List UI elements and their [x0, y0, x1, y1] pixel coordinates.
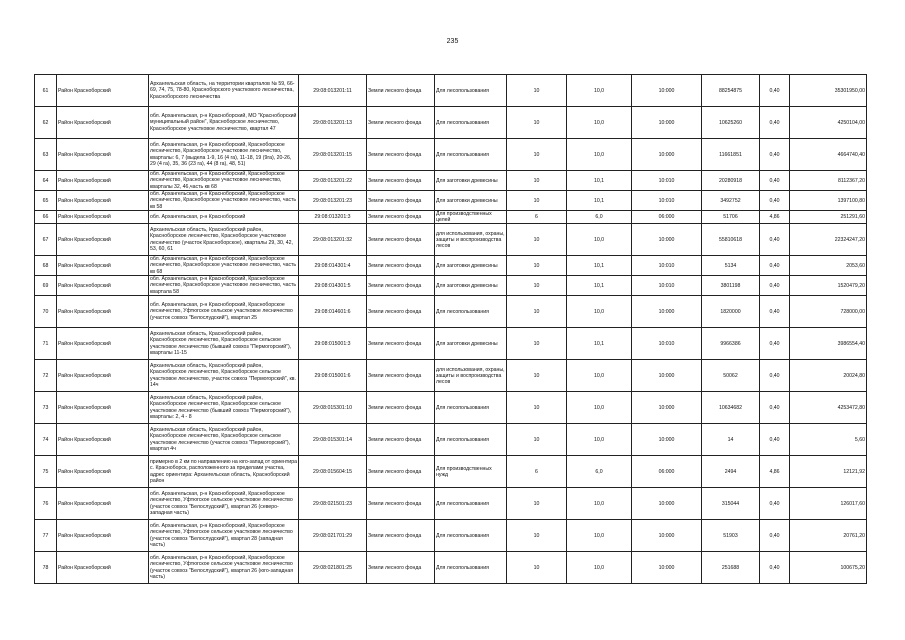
cadastral-number-cell: 29:08:013201:22: [299, 171, 367, 191]
table-row: [35, 75, 867, 107]
district-cell: Район Красноборский: [57, 224, 149, 256]
address-cell: Архангельская область, Красноборский район, Красноборское лесничество, Красноборское участковое лесничество (участок Красноборское), кварталы 29, 30, 42, 53, 60, 61: [149, 224, 299, 256]
code-group-cell: 10: [507, 424, 567, 456]
cadastral-value-cell: 2053,60: [790, 256, 867, 276]
permitted-use-cell: Для лесопользования: [435, 75, 507, 107]
coefficient-cell: 0,40: [760, 171, 790, 191]
coefficient-cell: 0,40: [760, 107, 790, 139]
row-number: 73: [35, 392, 57, 424]
land-category-cell: Земли лесного фонда: [367, 224, 435, 256]
coefficient-cell: 0,40: [760, 296, 790, 328]
area-cell: 10634682: [702, 392, 760, 424]
permitted-use-cell: Для лесопользования: [435, 520, 507, 552]
area-cell: 3801198: [702, 276, 760, 296]
area-cell: 51903: [702, 520, 760, 552]
district-cell: Район Красноборский: [57, 552, 149, 584]
code-group-cell: 10: [507, 107, 567, 139]
code-subgroup-cell: 10,0: [567, 488, 632, 520]
coefficient-cell: 0,40: [760, 328, 790, 360]
coefficient-cell: 0,40: [760, 191, 790, 211]
address-cell: Архангельская область, на территории кварталов № 59, 66-69, 74, 75, 78-80, Красноборского участкового лесничества, Красноборского лесничества: [149, 75, 299, 107]
code-subgroup-cell: 10,1: [567, 191, 632, 211]
code-cell: 10:000: [632, 360, 702, 392]
permitted-use-cell: для использования, охраны, защиты и воспроизводства лесов: [435, 360, 507, 392]
row-number: 77: [35, 520, 57, 552]
cadastral-value-cell: 126017,60: [790, 488, 867, 520]
code-cell: 06:000: [632, 456, 702, 488]
code-subgroup-cell: 10,0: [567, 139, 632, 171]
cadastral-value-cell: 1520479,20: [790, 276, 867, 296]
permitted-use-cell: Для заготовки древесины: [435, 191, 507, 211]
address-cell: обл. Архангельская, р-н Красноборский, Красноборское лесничество, Уфтюгское сельское участковое лесничество (участок совхоз "Белослудский"), квартал 28 (западная часть): [149, 520, 299, 552]
table-row: [35, 488, 867, 520]
cadastral-number-cell: 29:08:013201:13: [299, 107, 367, 139]
code-subgroup-cell: 6,0: [567, 211, 632, 224]
coefficient-cell: 0,40: [760, 75, 790, 107]
area-cell: 14: [702, 424, 760, 456]
row-number: 65: [35, 191, 57, 211]
cadastral-value-cell: 12121,92: [790, 456, 867, 488]
land-category-cell: Земли лесного фонда: [367, 256, 435, 276]
district-cell: Район Красноборский: [57, 75, 149, 107]
cadastral-number-cell: 29:08:013201:3: [299, 211, 367, 224]
district-cell: Район Красноборский: [57, 191, 149, 211]
row-number: 78: [35, 552, 57, 584]
land-category-cell: Земли лесного фонда: [367, 211, 435, 224]
district-cell: Район Красноборский: [57, 328, 149, 360]
cadastral-number-cell: 29:08:014301:5: [299, 276, 367, 296]
coefficient-cell: 0,40: [760, 424, 790, 456]
address-cell: обл. Архангельская, р-н Красноборский, Красноборское лесничество, Красноборское участковое лесничество, кварталы: 6, 7 (выдела 1-9, 16 (4 га), 11-18, 19 (9га), 20-26, 29 (4 га), 35, 36 (23 га), 44 (8 га), 48, 51): [149, 139, 299, 171]
code-cell: 10:000: [632, 224, 702, 256]
table-row: [35, 328, 867, 360]
permitted-use-cell: Для лесопользования: [435, 552, 507, 584]
code-cell: 10:000: [632, 75, 702, 107]
code-cell: 10:010: [632, 328, 702, 360]
row-number: 70: [35, 296, 57, 328]
table-row: [35, 139, 867, 171]
land-category-cell: Земли лесного фонда: [367, 488, 435, 520]
code-group-cell: 10: [507, 488, 567, 520]
code-cell: 10:010: [632, 171, 702, 191]
address-cell: Архангельская область, Красноборский район, Красноборское лесничество, Красноборское сельское участковое лесничество, участок совхоз "Пермогорский", кв. 14ч: [149, 360, 299, 392]
area-cell: 5134: [702, 256, 760, 276]
area-cell: 20280918: [702, 171, 760, 191]
district-cell: Район Красноборский: [57, 211, 149, 224]
table-row: [35, 171, 867, 191]
code-subgroup-cell: 10,0: [567, 424, 632, 456]
cadastral-number-cell: 29:08:015001:6: [299, 360, 367, 392]
land-category-cell: Земли лесного фонда: [367, 276, 435, 296]
permitted-use-cell: Для заготовки древесины: [435, 256, 507, 276]
coefficient-cell: 0,40: [760, 520, 790, 552]
code-cell: 10:000: [632, 296, 702, 328]
cadastral-value-cell: 3986554,40: [790, 328, 867, 360]
row-number: 72: [35, 360, 57, 392]
code-subgroup-cell: 6,0: [567, 456, 632, 488]
coefficient-cell: 0,40: [760, 360, 790, 392]
coefficient-cell: 0,40: [760, 552, 790, 584]
address-cell: Архангельская область, Красноборский район, Красноборское лесничество, Красноборское сельское участковое лесничество (бывший совхоз "Пермогорский"), кварталы 11-15: [149, 328, 299, 360]
permitted-use-cell: Для заготовки древесины: [435, 276, 507, 296]
code-group-cell: 10: [507, 191, 567, 211]
area-cell: 1820000: [702, 296, 760, 328]
cadastral-value-cell: 8112367,20: [790, 171, 867, 191]
code-subgroup-cell: 10,1: [567, 256, 632, 276]
cadastral-number-cell: 29:08:021701:29: [299, 520, 367, 552]
district-cell: Район Красноборский: [57, 296, 149, 328]
code-group-cell: 10: [507, 224, 567, 256]
code-subgroup-cell: 10,0: [567, 520, 632, 552]
land-category-cell: Земли лесного фонда: [367, 75, 435, 107]
code-group-cell: 6: [507, 211, 567, 224]
district-cell: Район Красноборский: [57, 107, 149, 139]
permitted-use-cell: Для производственных нужд: [435, 456, 507, 488]
cadastral-value-cell: 4664740,40: [790, 139, 867, 171]
table-row: [35, 211, 867, 224]
district-cell: Район Красноборский: [57, 456, 149, 488]
area-cell: 10625260: [702, 107, 760, 139]
address-cell: Архангельская область, Красноборский район, Красноборское лесничество, Красноборское сельское участковое лесничество (бывший совхоз "Пермогорский"), кварталы: 2, 4 - 8: [149, 392, 299, 424]
coefficient-cell: 0,40: [760, 224, 790, 256]
table-row: [35, 276, 867, 296]
row-number: 62: [35, 107, 57, 139]
district-cell: Район Красноборский: [57, 139, 149, 171]
permitted-use-cell: Для лесопользования: [435, 107, 507, 139]
row-number: 69: [35, 276, 57, 296]
area-cell: 315044: [702, 488, 760, 520]
land-category-cell: Земли лесного фонда: [367, 456, 435, 488]
cadastral-number-cell: 29:08:014601:6: [299, 296, 367, 328]
land-category-cell: Земли лесного фонда: [367, 552, 435, 584]
code-cell: 10:010: [632, 256, 702, 276]
cadastral-number-cell: 29:08:015604:15: [299, 456, 367, 488]
district-cell: Район Красноборский: [57, 360, 149, 392]
cadastral-value-cell: 5,60: [790, 424, 867, 456]
code-group-cell: 10: [507, 328, 567, 360]
area-cell: 9966386: [702, 328, 760, 360]
code-cell: 10:000: [632, 139, 702, 171]
cadastral-value-cell: 251291,60: [790, 211, 867, 224]
cadastral-number-cell: 29:08:015001:3: [299, 328, 367, 360]
cadastral-value-cell: 35301950,00: [790, 75, 867, 107]
coefficient-cell: 0,40: [760, 256, 790, 276]
district-cell: Район Красноборский: [57, 256, 149, 276]
row-number: 61: [35, 75, 57, 107]
cadastral-number-cell: 29:08:015301:14: [299, 424, 367, 456]
address-cell: обл. Архангельская, р-н Красноборский, Красноборское лесничество, Уфтюгское сельское участковое лесничество (участок совхоз "Белослудский"), квартал 26 (северо-западная часть): [149, 488, 299, 520]
permitted-use-cell: Для производственных целей: [435, 211, 507, 224]
code-cell: 10:000: [632, 520, 702, 552]
address-cell: обл. Архангельская, р-н Красноборский, Красноборское лесничество, Красноборское участковое лесничество, часть квартала 58: [149, 276, 299, 296]
code-cell: 06:000: [632, 211, 702, 224]
table-row: [35, 456, 867, 488]
area-cell: 3492752: [702, 191, 760, 211]
code-group-cell: 6: [507, 456, 567, 488]
cadastral-number-cell: 29:08:013201:11: [299, 75, 367, 107]
code-group-cell: 10: [507, 392, 567, 424]
cadastral-value-cell: 4250104,00: [790, 107, 867, 139]
address-cell: обл. Архангельская, р-н Красноборский: [149, 211, 299, 224]
code-cell: 10:010: [632, 191, 702, 211]
row-number: 63: [35, 139, 57, 171]
code-group-cell: 10: [507, 552, 567, 584]
row-number: 64: [35, 171, 57, 191]
coefficient-cell: 4,86: [760, 211, 790, 224]
code-cell: 10:000: [632, 424, 702, 456]
table-row: [35, 520, 867, 552]
code-cell: 10:000: [632, 552, 702, 584]
row-number: 74: [35, 424, 57, 456]
cadastral-number-cell: 29:08:014301:4: [299, 256, 367, 276]
permitted-use-cell: Для заготовки древесины: [435, 328, 507, 360]
permitted-use-cell: Для лесопользования: [435, 488, 507, 520]
table-row: [35, 256, 867, 276]
code-group-cell: 10: [507, 75, 567, 107]
land-category-cell: Земли лесного фонда: [367, 139, 435, 171]
code-subgroup-cell: 10,0: [567, 75, 632, 107]
permitted-use-cell: для использования, охраны, защиты и воспроизводства лесов: [435, 224, 507, 256]
code-subgroup-cell: 10,0: [567, 360, 632, 392]
table-body: [35, 75, 867, 584]
cadastral-value-cell: 1397100,80: [790, 191, 867, 211]
area-cell: 88254875: [702, 75, 760, 107]
cadastral-value-cell: 728000,00: [790, 296, 867, 328]
land-category-cell: Земли лесного фонда: [367, 360, 435, 392]
row-number: 67: [35, 224, 57, 256]
land-category-cell: Земли лесного фонда: [367, 191, 435, 211]
land-category-cell: Земли лесного фонда: [367, 392, 435, 424]
code-group-cell: 10: [507, 360, 567, 392]
permitted-use-cell: Для лесопользования: [435, 296, 507, 328]
address-cell: обл. Архангельская, р-н Красноборский, Красноборское лесничество, Красноборское участковое лесничество, кварталы 32, 46,часть кв 68: [149, 171, 299, 191]
address-cell: обл. Архангельская, р-н Красноборский, Красноборское лесничество, Красноборское участковое лесничество, часть кв 58: [149, 191, 299, 211]
land-category-cell: Земли лесного фонда: [367, 424, 435, 456]
area-cell: 2494: [702, 456, 760, 488]
code-group-cell: 10: [507, 296, 567, 328]
land-category-cell: Земли лесного фонда: [367, 296, 435, 328]
address-cell: обл. Архангельская, р-н Красноборский, Красноборское лесничество, Красноборское участковое лесничество, часть кв 68: [149, 256, 299, 276]
code-subgroup-cell: 10,1: [567, 276, 632, 296]
code-subgroup-cell: 10,0: [567, 296, 632, 328]
table-row: [35, 296, 867, 328]
area-cell: 251688: [702, 552, 760, 584]
code-subgroup-cell: 10,0: [567, 224, 632, 256]
code-subgroup-cell: 10,0: [567, 392, 632, 424]
cadastral-value-cell: 20761,20: [790, 520, 867, 552]
code-group-cell: 10: [507, 276, 567, 296]
table-row: [35, 360, 867, 392]
district-cell: Район Красноборский: [57, 488, 149, 520]
district-cell: Район Красноборский: [57, 424, 149, 456]
cadastral-value-cell: 20024,80: [790, 360, 867, 392]
table-row: [35, 224, 867, 256]
code-subgroup-cell: 10,0: [567, 552, 632, 584]
table-row: [35, 191, 867, 211]
table-row: [35, 392, 867, 424]
area-cell: 51706: [702, 211, 760, 224]
address-cell: обл. Архангельская, р-н Красноборский, Красноборское лесничество, Уфтюгское сельское участковое лесничество (участок совхоз "Белослудский"), квартал 25: [149, 296, 299, 328]
district-cell: Район Красноборский: [57, 392, 149, 424]
coefficient-cell: 0,40: [760, 392, 790, 424]
cadastral-value-cell: 22324247,20: [790, 224, 867, 256]
district-cell: Район Красноборский: [57, 276, 149, 296]
coefficient-cell: 0,40: [760, 276, 790, 296]
table-row: [35, 424, 867, 456]
code-group-cell: 10: [507, 139, 567, 171]
area-cell: 55810618: [702, 224, 760, 256]
permitted-use-cell: Для заготовки древесины: [435, 171, 507, 191]
coefficient-cell: 0,40: [760, 139, 790, 171]
land-category-cell: Земли лесного фонда: [367, 520, 435, 552]
address-cell: обл. Архангельская, р-н Красноборский, МО "Красноборский муниципальный район", Красноборское лесничество, Красноборское участковое лесничество, квартал 47: [149, 107, 299, 139]
code-subgroup-cell: 10,1: [567, 328, 632, 360]
cadastral-number-cell: 29:08:013201:23: [299, 191, 367, 211]
cadastral-number-cell: 29:08:015301:10: [299, 392, 367, 424]
page-number: 235: [446, 38, 459, 45]
cadastral-number-cell: 29:08:021801:25: [299, 552, 367, 584]
row-number: 76: [35, 488, 57, 520]
table-row: [35, 107, 867, 139]
table-row: [35, 552, 867, 584]
cadastral-number-cell: 29:08:021501:23: [299, 488, 367, 520]
permitted-use-cell: Для лесопользования: [435, 139, 507, 171]
row-number: 68: [35, 256, 57, 276]
code-group-cell: 10: [507, 171, 567, 191]
land-plots-table: [34, 74, 867, 584]
cadastral-value-cell: 4253472,80: [790, 392, 867, 424]
district-cell: Район Красноборский: [57, 171, 149, 191]
land-category-cell: Земли лесного фонда: [367, 171, 435, 191]
row-number: 66: [35, 211, 57, 224]
permitted-use-cell: Для лесопользования: [435, 392, 507, 424]
land-category-cell: Земли лесного фонда: [367, 328, 435, 360]
area-cell: 50062: [702, 360, 760, 392]
code-subgroup-cell: 10,1: [567, 171, 632, 191]
code-cell: 10:010: [632, 276, 702, 296]
code-subgroup-cell: 10,0: [567, 107, 632, 139]
address-cell: обл. Архангельская, р-н Красноборский, Красноборское лесничество, Уфтюгское сельское участковое лесничество (участок совхоз "Белослудский"), квартал 26 (юго-западная часть): [149, 552, 299, 584]
coefficient-cell: 0,40: [760, 488, 790, 520]
cadastral-number-cell: 29:08:013201:32: [299, 224, 367, 256]
area-cell: 11661851: [702, 139, 760, 171]
address-cell: примерно в 2 км по направлению на юго-запад от ориентира с. Красноборск, расположенного за пределами участка, адрес ориентира: Архангельская область, Красноборский район: [149, 456, 299, 488]
code-group-cell: 10: [507, 520, 567, 552]
land-category-cell: Земли лесного фонда: [367, 107, 435, 139]
code-cell: 10:000: [632, 488, 702, 520]
code-cell: 10:000: [632, 392, 702, 424]
row-number: 71: [35, 328, 57, 360]
district-cell: Район Красноборский: [57, 520, 149, 552]
code-group-cell: 10: [507, 256, 567, 276]
cadastral-value-cell: 100675,20: [790, 552, 867, 584]
address-cell: Архангельская область, Красноборский район, Красноборское лесничество, Красноборское сельское участковое лесничество (участок совхоз "Пермогорский"), квартал 4ч: [149, 424, 299, 456]
code-cell: 10:000: [632, 107, 702, 139]
cadastral-number-cell: 29:08:013201:15: [299, 139, 367, 171]
permitted-use-cell: Для лесопользования: [435, 424, 507, 456]
coefficient-cell: 4,86: [760, 456, 790, 488]
row-number: 75: [35, 456, 57, 488]
